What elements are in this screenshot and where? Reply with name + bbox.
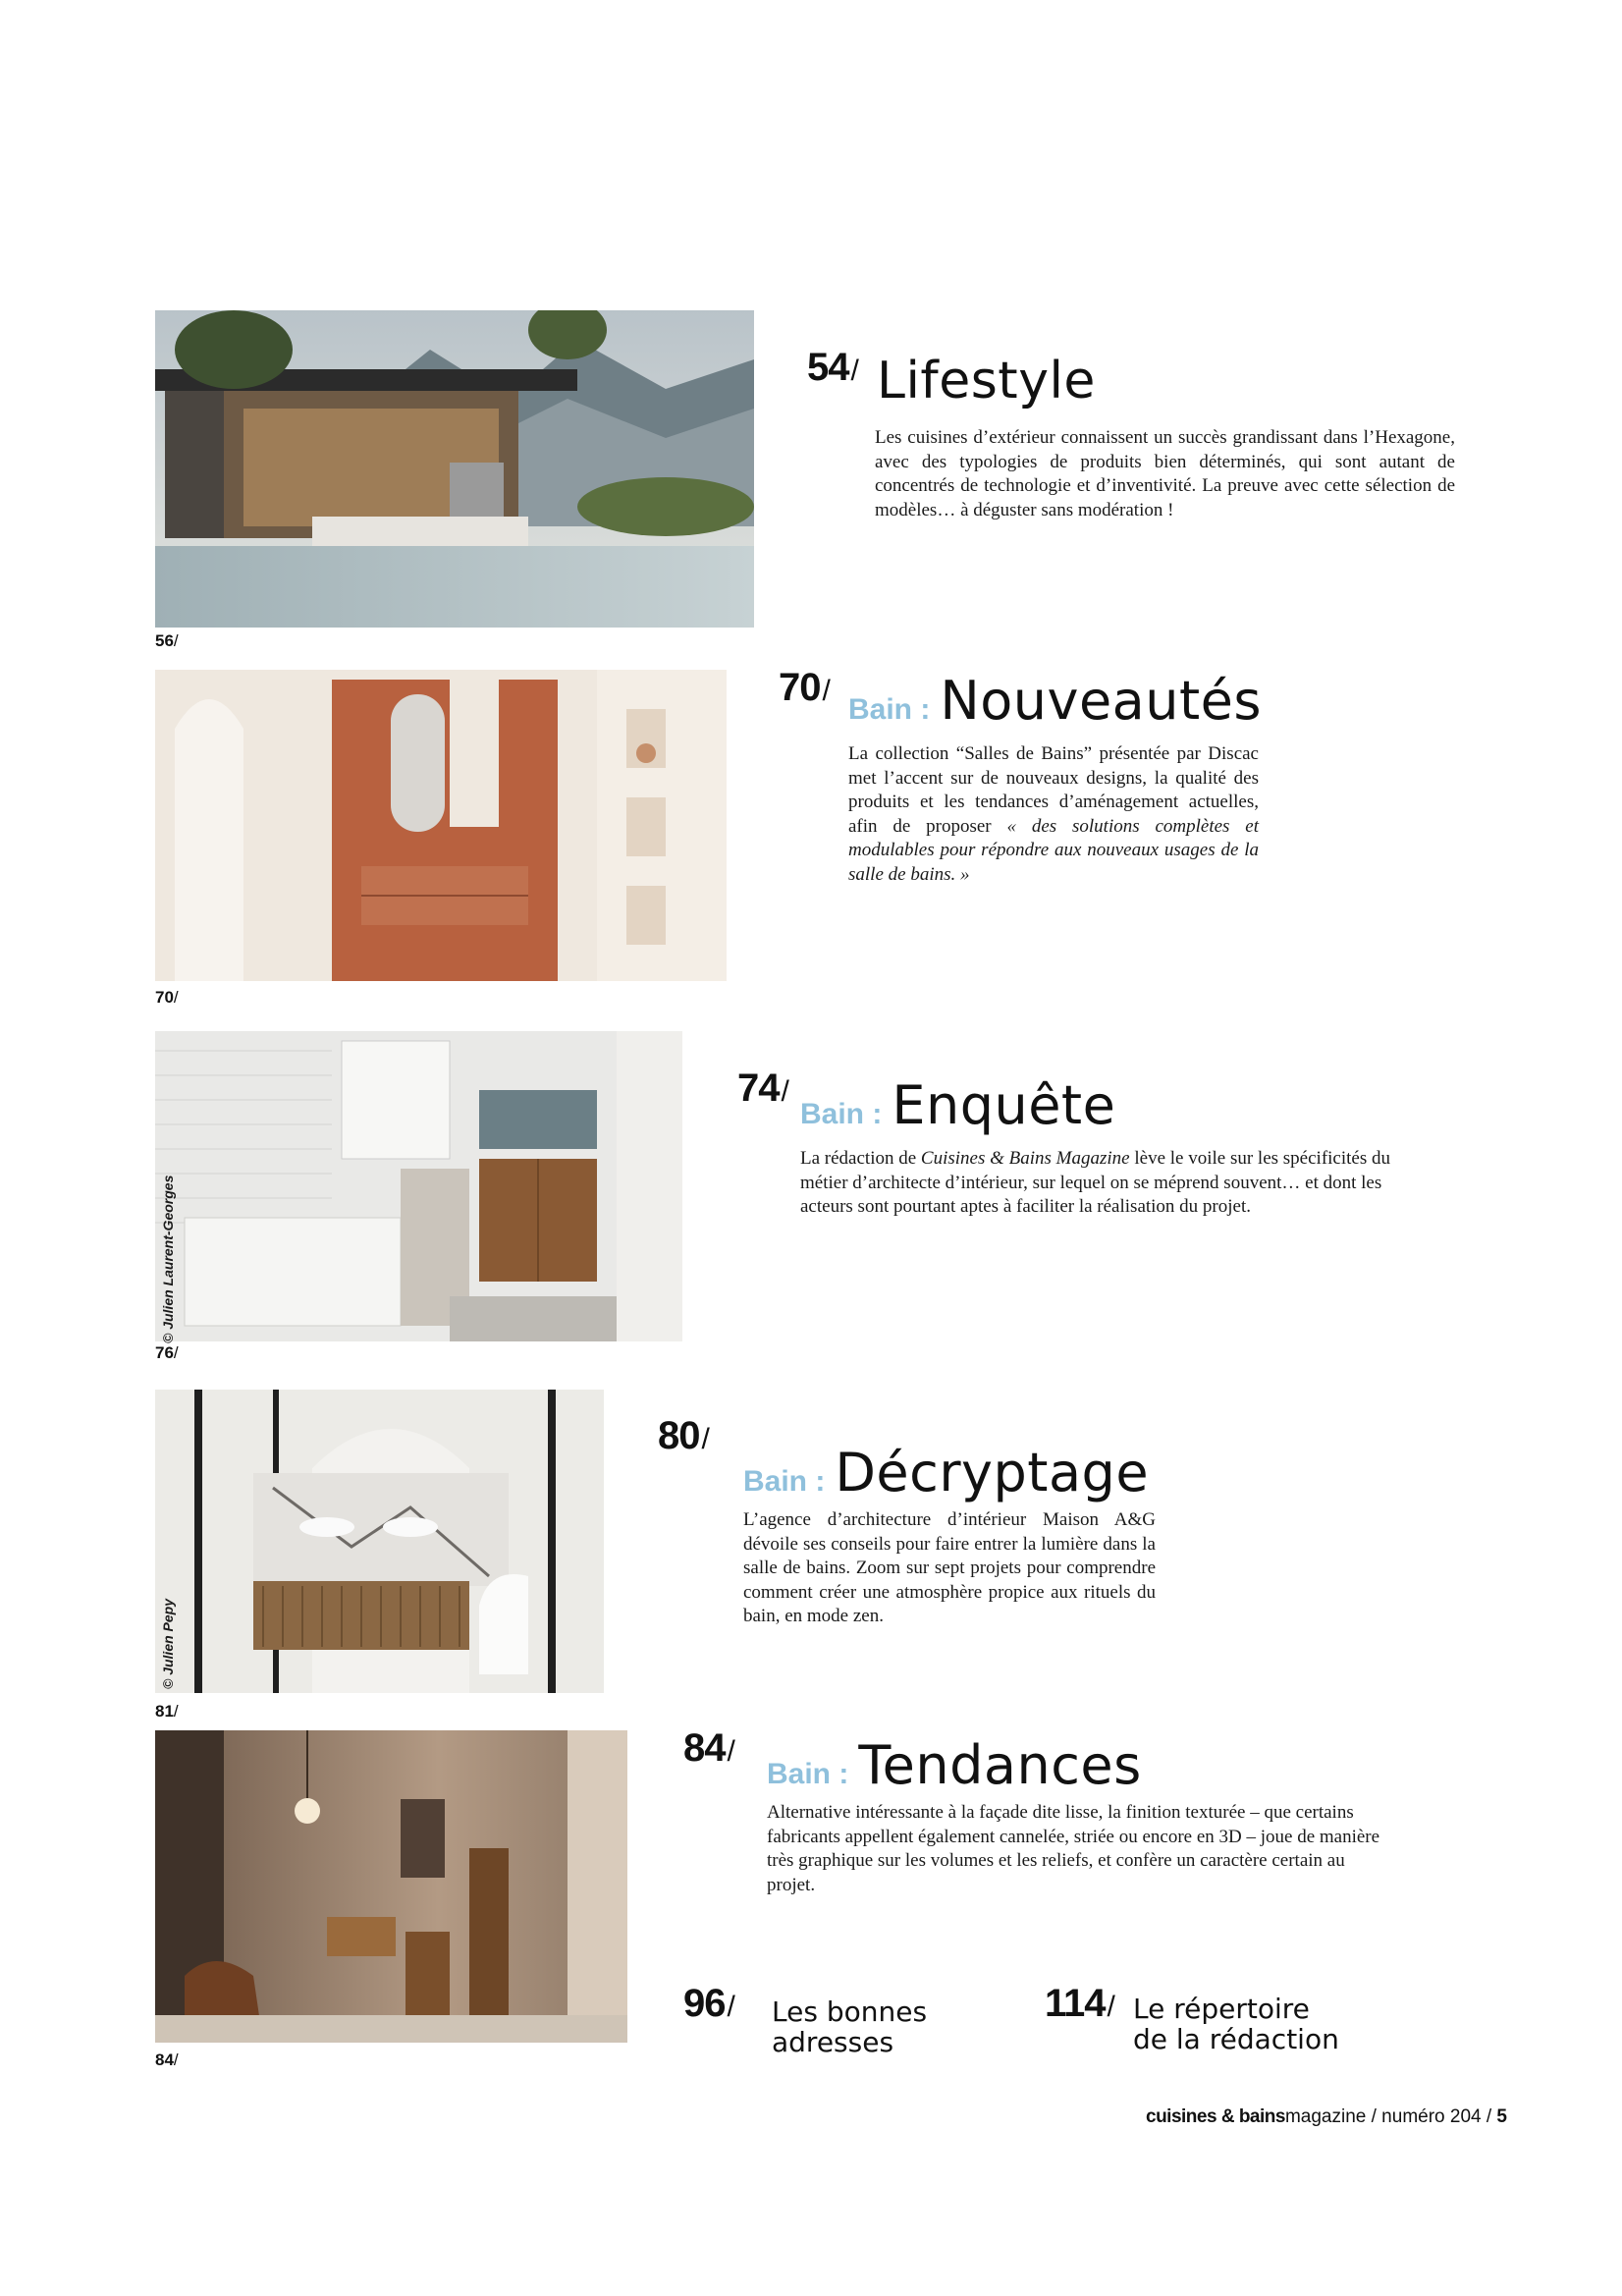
photo-credit: © Julien Laurent-Georges [160, 1175, 176, 1343]
article-title: Bain : Décryptage [743, 1442, 1150, 1503]
page-footer: cuisines & bainsmagazine / numéro 204 / 5 [1146, 2106, 1507, 2127]
extra-title: Les bonnes adresses [772, 1995, 928, 2058]
rubric-label: Bain : [848, 693, 931, 726]
photo-bathroom-marble [155, 1390, 604, 1693]
article-title: Bain : Nouveautés [848, 670, 1263, 732]
article-text: Les cuisines d’extérieur connaissent un succès grandissant dans l’Hexagone, avec des typologies de produits bien déterminés, qui sont autant de concentrés de technologie et d’inventivité. La preuve avec cette sélection de modèles… à déguster sans modération ! [875, 427, 1455, 520]
article-page-number: 54/ [807, 346, 859, 389]
photo-page-number: 56/ [155, 631, 179, 650]
magazine-brand: cuisines & bains [1146, 2106, 1285, 2127]
photo-bathroom-warm-light [155, 1730, 627, 2043]
rubric-label: Bain : [743, 1465, 826, 1498]
article-title: Bain : Enquête [800, 1074, 1116, 1136]
article-page-number: 84/ [683, 1726, 735, 1770]
article-page-number: 74/ [737, 1066, 789, 1110]
article-page-number: 80/ [658, 1414, 710, 1457]
page-number: 5 [1496, 2106, 1507, 2127]
article-title: Bain : Tendances [767, 1734, 1142, 1796]
article-text: La rédaction de Cuisines & Bains Magazine lève le voile sur les spécificités du métier d’architecte d’intérieur, sur lequel on se méprend souvent… et dont les acteurs sont pourtant aptes à faciliter la réalisation du projet. [800, 1148, 1390, 1217]
photo-lifestyle-outdoor-kitchen [155, 310, 754, 628]
article-text: Alternative intéressante à la façade dite lisse, la finition texturée – que certains fabricants appellent également cannelée, striée ou encore en 3D – joue de manière très graphique sur les volumes et les reliefs, et confère un caractère certain au projet. [767, 1802, 1380, 1895]
photo-bathroom-white-tiles [155, 1031, 682, 1341]
photo-page-number: 76/ [155, 1343, 179, 1362]
photo-page-number: 84/ [155, 2050, 179, 2069]
photo-page-number: 70/ [155, 988, 179, 1007]
extra-page-number: 96/ [683, 1982, 735, 2025]
article-text: L’agence d’architecture d’intérieur Maison A&G dévoile ses conseils pour faire entrer la lumière dans la salle de bains. Zoom sur sept projets pour comprendre comment créer une atmosphère propice aux rituels du bain, en mode zen. [743, 1509, 1156, 1626]
photo-credit: © Julien Pepy [160, 1598, 176, 1689]
article-text: La collection “Salles de Bains” présentée par Discac met l’accent sur de nouveaux designs, la qualité des produits et les tendances d’aménagement actuelles, afin de proposer « des solutions complètes et modulables pour répondre aux nouveaux usages de la salle de bains. » [848, 743, 1259, 885]
article-page-number: 70/ [779, 666, 831, 709]
rubric-label: Bain : [767, 1758, 849, 1790]
photo-bathroom-terracotta [155, 670, 727, 981]
extra-page-number: 114/ [1045, 1982, 1115, 2025]
extra-title: Le répertoire de la rédaction [1133, 1993, 1339, 2055]
photo-page-number: 81/ [155, 1702, 179, 1721]
article-title: Lifestyle [877, 352, 1096, 410]
rubric-label: Bain : [800, 1098, 883, 1130]
